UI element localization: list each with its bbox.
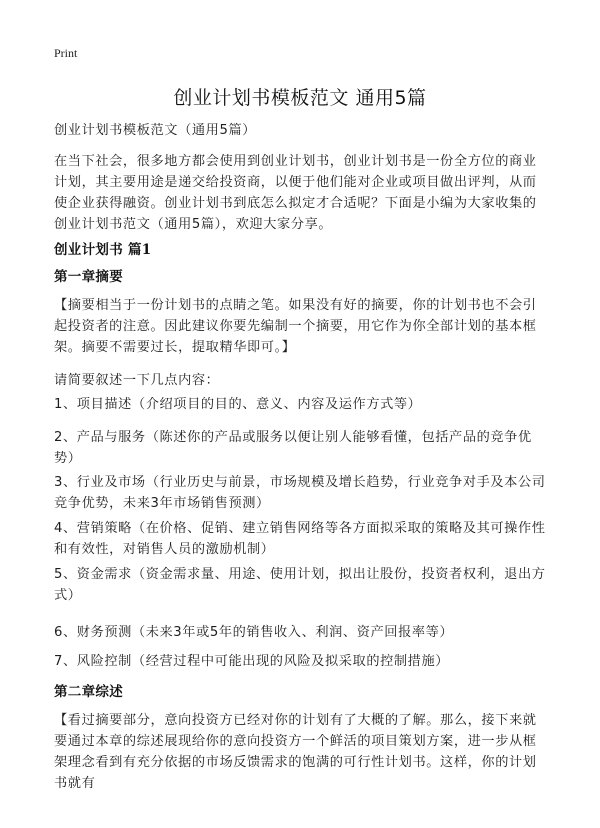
chapter1-summary-paragraph: 【摘要相当于一份计划书的点睛之笔。如果没有好的摘要，你的计划书也不会引起投资者的注意。因此建议你要先编制一个摘要，用它作为你全部计划的基本框架。摘要不需要过长，提取精华即可。】	[54, 298, 537, 355]
section-heading-1: 创业计划书 篇1	[54, 242, 152, 258]
document-subtitle: 创业计划书模板范文（通用5篇）	[54, 123, 257, 138]
intro-paragraph: 在当下社会，很多地方都会使用到创业计划书，创业计划书是一份全方位的商业计划，其主要用途是递交给投资商，以便于他们能对企业或项目做出评判，从而使企业获得融资。创业计划书到底怎么拟定才合适呢？下面是小编为大家收集的创业计划书范文（通用5篇），欢迎大家分享。	[54, 154, 537, 232]
print-label: Print	[54, 46, 78, 60]
list-item: 5、资金需求（资金需求量、用途、使用计划，拟出让股份，投资者权利，退出方式）	[54, 567, 546, 603]
chapter2-paragraph: 【看过摘要部分，意向投资方已经对你的计划有了大概的了解。那么，接下来就要通过本章的综述展现给你的意向投资方一个鲜活的项目策划方案，进一步从框架理念看到有充分依据的市场反馈需求的饱满的可行性计划书。这样，你的计划书就有	[54, 713, 537, 791]
list-item: 4、营销策略（在价格、促销、建立销售网络等各方面拟采取的策略及其可操作性和有效性，对销售人员的激励机制）	[54, 521, 546, 557]
chapter2-heading: 第二章综述	[54, 684, 123, 700]
list-item: 3、行业及市场（行业历史与前景，市场规模及增长趋势，行业竞争对手及本公司竞争优势，未来3年市场销售预测）	[54, 475, 546, 511]
chapter1-prompt: 请简要叙述一下几点内容：	[54, 373, 220, 388]
chapter1-heading: 第一章摘要	[54, 269, 123, 285]
list-item: 1、项目描述（介绍项目的目的、意义、内容及运作方式等）	[54, 397, 422, 412]
list-item: 2、产品与服务（陈述你的产品或服务以便让别人能够看懂，包括产品的竞争优势）	[54, 430, 532, 466]
document-title: 创业计划书模板范文 通用5篇	[173, 87, 427, 109]
list-item: 7、风险控制（经营过程中可能出现的风险及拟采取的控制措施）	[54, 654, 450, 669]
list-item: 6、财务预测（未来3年或5年的销售收入、利润、资产回报率等）	[54, 625, 454, 640]
